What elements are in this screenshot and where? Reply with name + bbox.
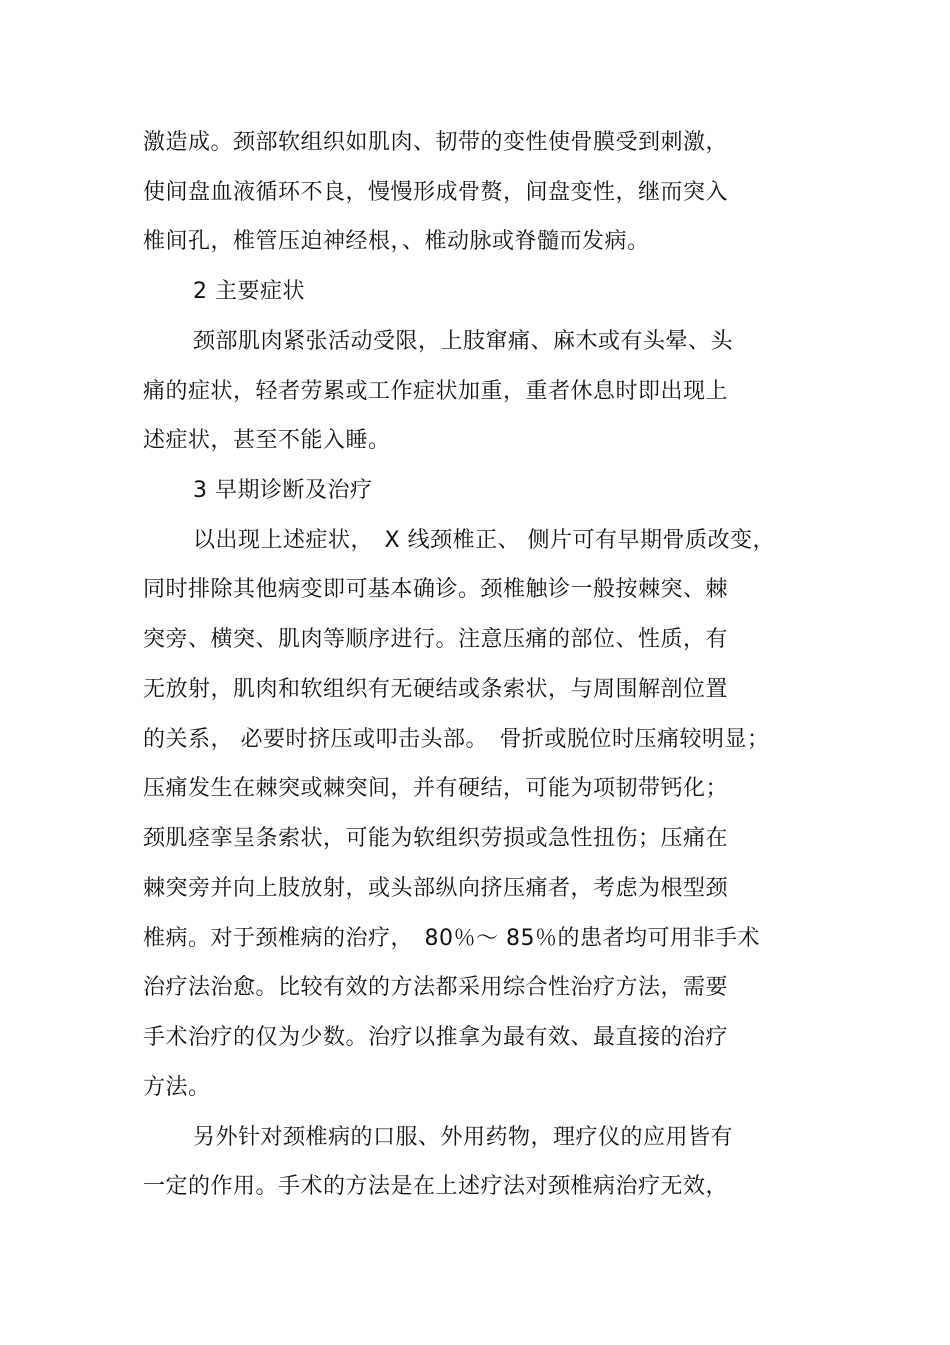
text-line: 同时排除其他病变即可基本确诊。颈椎触诊一般按棘突、棘 [143,577,729,602]
text-line: 椎病。对于颈椎病的治疗， 80％～ 85％的患者均可用非手术 [143,926,760,951]
text-line: 颈肌痉挛呈条索状，可能为软组织劳损或急性扭伤；压痛在 [143,826,729,851]
text-line: 的关系， 必要时挤压或叩击头部。 骨折或脱位时压痛较明显； [143,727,770,752]
text-line: 述症状，甚至不能入睡。 [143,428,391,453]
text-line: 使间盘血液循环不良，慢慢形成骨赘，间盘变性，继而突入 [143,180,729,205]
text-line: 另外针对颈椎病的口服、外用药物，理疗仪的应用皆有 [193,1125,734,1150]
section-heading: 2 主要症状 [193,279,305,304]
text-line: 痛的症状，轻者劳累或工作症状加重，重者休息时即出现上 [143,379,729,404]
text-line: 压痛发生在棘突或棘突间，并有硬结，可能为项韧带钙化； [143,776,729,801]
text-line: 椎间孔，椎管压迫神经根，、椎动脉或脊髓而发病。 [143,229,650,254]
text-line: 无放射，肌肉和软组织有无硬结或条索状，与周围解剖位置 [143,677,729,702]
text-line: 治疗法治愈。比较有效的方法都采用综合性治疗方法，需要 [143,975,729,1000]
text-line: 方法。 [143,1075,211,1100]
text-line: 突旁、横突、肌肉等顺序进行。注意压痛的部位、性质，有 [143,627,729,652]
text-line: 颈部肌肉紧张活动受限，上肢窜痛、麻木或有头晕、头 [193,329,734,354]
text-line: 手术治疗的仅为少数。治疗以推拿为最有效、最直接的治疗 [143,1025,729,1050]
text-line: 以出现上述症状， X 线颈椎正、 侧片可有早期骨质改变， [193,528,776,553]
section-heading: 3 早期诊断及治疗 [193,478,373,503]
text-line: 一定的作用。手术的方法是在上述疗法对颈椎病治疗无效， [143,1174,729,1199]
text-line: 激造成。颈部软组织如肌肉、韧带的变性使骨膜受到刺激， [143,130,729,155]
text-line: 棘突旁并向上肢放射，或头部纵向挤压痛者，考虑为根型颈 [143,876,729,901]
